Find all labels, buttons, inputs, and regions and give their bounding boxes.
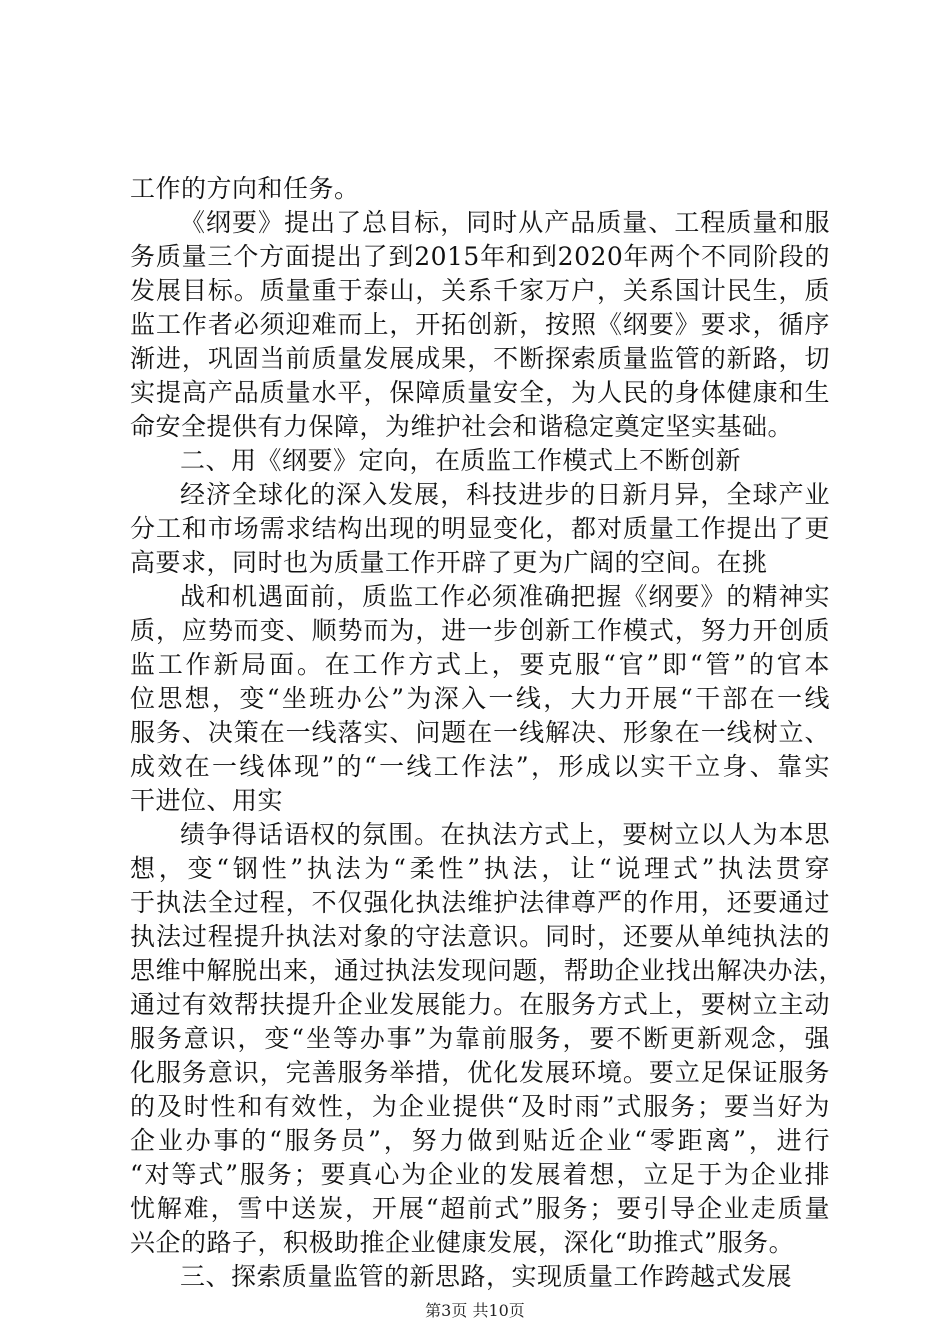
text-line: 分工和市场需求结构出现的明显变化，都对质量工作提出了更: [130, 514, 830, 543]
paragraph-first-line: 《纲要》提出了总目标，同时从产品质量、工程质量和服: [180, 208, 830, 237]
text-line: 于执法全过程，不仅强化执法维护法律尊严的作用，还要通过: [130, 888, 830, 917]
text-line: 质，应势而变、顺势而为，进一步创新工作模式，努力开创质: [130, 616, 830, 645]
paragraph-first-line: 经济全球化的深入发展，科技进步的日新月异，全球产业: [180, 480, 830, 509]
text-line: 想，变“钢性”执法为“柔性”执法，让“说理式”执法贯穿: [130, 854, 830, 883]
text-line: 服务意识，变“坐等办事”为靠前服务，要不断更新观念，强: [130, 1024, 830, 1053]
text-line: 位思想，变“坐班办公”为深入一线，大力开展“干部在一线: [130, 684, 830, 713]
text-line: 监工作新局面。在工作方式上，要克服“官”即“管”的官本: [130, 650, 830, 679]
text-line: 执法过程提升执法对象的守法意识。同时，还要从单纯执法的: [130, 922, 830, 951]
text-line: 思维中解脱出来，通过执法发现问题，帮助企业找出解决办法，: [130, 956, 845, 985]
section-heading: 三、探索质量监管的新思路，实现质量工作跨越式发展: [180, 1262, 793, 1291]
text-line: 监工作者必须迎难而上，开拓创新，按照《纲要》要求，循序: [130, 310, 830, 339]
paragraph-first-line: 战和机遇面前，质监工作必须准确把握《纲要》的精神实: [180, 582, 830, 611]
text-line: 务质量三个方面提出了到2015年和到2020年两个不同阶段的: [130, 242, 830, 271]
paragraph-first-line: 绩争得话语权的氛围。在执法方式上，要树立以人为本思: [180, 820, 830, 849]
text-line: 干进位、用实: [130, 786, 284, 815]
text-line: 成效在一线体现”的“一线工作法”，形成以实干立身、靠实: [130, 752, 830, 781]
section-heading: 二、用《纲要》定向，在质监工作模式上不断创新: [180, 446, 742, 475]
text-line: 兴企的路子，积极助推企业健康发展，深化“助推式”服务。: [130, 1228, 795, 1257]
text-line: 忧解难，雪中送炭，开展“超前式”服务；要引导企业走质量: [130, 1194, 830, 1223]
text-line: 渐进，巩固当前质量发展成果，不断探索质量监管的新路，切: [130, 344, 830, 373]
text-line: 通过有效帮扶提升企业发展能力。在服务方式上，要树立主动: [130, 990, 830, 1019]
text-line: 实提高产品质量水平，保障质量安全，为人民的身体健康和生: [130, 378, 830, 407]
text-line: “对等式”服务；要真心为企业的发展着想，立足于为企业排: [130, 1160, 830, 1189]
text-line: 企业办事的“服务员”，努力做到贴近企业“零距离”，进行: [130, 1126, 830, 1155]
text-line: 命安全提供有力保障，为维护社会和谐稳定奠定坚实基础。: [130, 412, 794, 441]
text-line: 化服务意识，完善服务举措，优化发展环境。要立足保证服务: [130, 1058, 830, 1087]
page-number-footer: 第3页 共10页: [425, 1301, 525, 1320]
text-line: 工作的方向和任务。: [130, 174, 360, 203]
text-line: 高要求，同时也为质量工作开辟了更为广阔的空间。在挑: [130, 548, 768, 577]
text-line: 发展目标。质量重于泰山，关系千家万户，关系国计民生，质: [130, 276, 830, 305]
text-line: 服务、决策在一线落实、问题在一线解决、形象在一线树立、: [130, 718, 830, 747]
text-line: 的及时性和有效性，为企业提供“及时雨”式服务；要当好为: [130, 1092, 830, 1121]
